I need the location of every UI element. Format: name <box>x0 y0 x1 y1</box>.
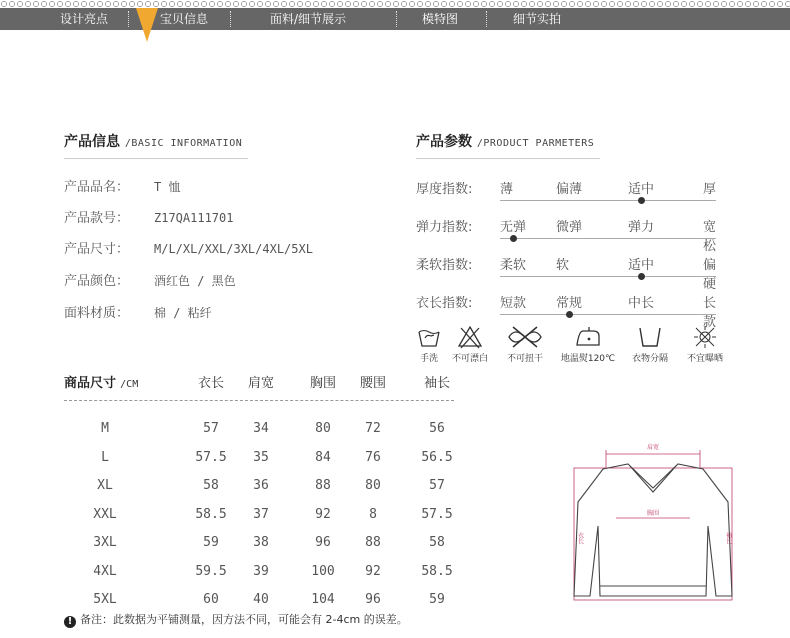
divider <box>416 158 600 159</box>
param-option: 薄 <box>500 182 514 197</box>
care-item <box>446 324 494 364</box>
info-value: T 恤 <box>154 180 181 194</box>
care-item <box>624 324 676 364</box>
care-label: 不宜曝晒 <box>686 354 723 364</box>
size-value: 80 <box>365 478 381 493</box>
size-value: 38 <box>253 535 269 550</box>
no-wring-icon <box>500 324 550 350</box>
no-sun-icon <box>680 324 730 350</box>
care-label: 手洗 <box>419 354 438 364</box>
size-value: 40 <box>253 592 269 607</box>
nav-separator <box>128 11 129 27</box>
garment-measurement-diagram <box>568 436 748 606</box>
section-nav <box>0 8 790 30</box>
size-value: 57 <box>203 421 219 436</box>
size-value: 58.5 <box>421 563 453 579</box>
param-scale-line <box>500 238 716 239</box>
param-option: 短款 <box>500 296 527 311</box>
size-value: 58.5 <box>195 506 227 522</box>
size-value: 59 <box>429 592 445 607</box>
size-value: 84 <box>315 449 331 465</box>
info-value: 酒红色 / 黑色 <box>154 274 236 288</box>
size-column-header: 胸围 <box>309 376 336 391</box>
param-option: 厚 <box>703 182 717 197</box>
size-value: 100 <box>311 563 335 579</box>
param-selected-dot <box>510 235 517 242</box>
size-value: 39 <box>253 563 269 579</box>
size-value: 88 <box>315 478 331 493</box>
nav-separator <box>230 11 231 27</box>
active-tab-indicator <box>136 8 158 42</box>
size-value: 58 <box>429 535 445 550</box>
chest-label: 胸围 <box>646 510 660 517</box>
tab-design-highlights[interactable]: 设计亮点 <box>60 12 109 26</box>
info-row <box>64 176 180 195</box>
tab-model[interactable]: 模特图 <box>422 12 459 26</box>
param-option: 常规 <box>556 296 583 311</box>
info-value: M/L/XL/XXL/3XL/4XL/5XL <box>154 242 313 256</box>
param-label: 衣长指数: <box>416 296 473 311</box>
care-label: 不可漂白 <box>451 354 488 364</box>
param-option: 微弹 <box>556 220 583 235</box>
params-subtitle: /PRODUCT PARMETERS <box>476 138 595 149</box>
params-title-text: 产品参数 <box>416 134 472 150</box>
care-label: 衣物分隔 <box>631 354 668 364</box>
info-label: 产品品名： <box>64 180 130 195</box>
size-table-title-text: 商品尺寸 <box>64 376 117 391</box>
care-label: 地温熨120℃ <box>560 354 616 364</box>
size-value: 56.5 <box>421 449 453 465</box>
info-label: 产品款号： <box>64 211 130 226</box>
size-value: 57.5 <box>421 506 453 522</box>
size-value: 37 <box>253 506 269 522</box>
param-option: 无弹 <box>500 220 527 235</box>
param-option: 适中 <box>628 182 655 197</box>
info-row <box>64 238 313 257</box>
low-iron-icon <box>556 324 620 350</box>
info-label: 面料材质： <box>64 306 130 321</box>
param-row <box>416 216 726 254</box>
param-option: 弹力 <box>628 220 655 235</box>
care-item <box>680 324 730 364</box>
size-column-header: 袖长 <box>423 376 450 391</box>
tab-product-info[interactable]: 宝贝信息 <box>160 12 209 26</box>
param-option: 柔软 <box>500 258 527 273</box>
param-row <box>416 292 726 330</box>
param-selected-dot <box>638 273 645 280</box>
param-option: 中长 <box>628 296 655 311</box>
warning-icon: ! <box>64 616 76 628</box>
size-label: 4XL <box>93 563 117 579</box>
no-bleach-icon <box>446 324 494 350</box>
size-value: 92 <box>365 563 381 579</box>
info-value: 棉 / 粘纤 <box>154 306 212 320</box>
size-value: 56 <box>429 421 445 436</box>
basic-info-subtitle: /BASIC INFORMATION <box>124 138 243 149</box>
basic-info-title <box>64 131 242 151</box>
size-label: M <box>101 421 109 436</box>
size-value: 92 <box>315 506 331 522</box>
param-option: 偏薄 <box>556 182 583 197</box>
param-row <box>416 178 726 202</box>
size-label: XL <box>97 478 113 493</box>
nav-separator <box>486 11 487 27</box>
param-scale-line <box>500 314 716 315</box>
shirt-outline <box>574 464 732 596</box>
size-table-unit: /CM <box>120 379 139 390</box>
tab-detail-shots[interactable]: 细节实拍 <box>513 12 562 26</box>
care-item <box>556 324 620 364</box>
size-label: 5XL <box>93 592 117 607</box>
info-row <box>64 302 212 321</box>
size-value: 57.5 <box>195 449 227 465</box>
size-value: 96 <box>365 592 381 607</box>
size-value: 36 <box>253 478 269 493</box>
params-title <box>416 131 594 151</box>
care-label: 不可扭干 <box>506 354 543 364</box>
info-label: 产品颜色： <box>64 274 130 289</box>
tab-fabric-detail[interactable]: 面料/细节展示 <box>270 12 347 26</box>
param-selected-dot <box>638 197 645 204</box>
separate-wash-icon <box>624 324 676 350</box>
size-value: 58 <box>203 478 219 493</box>
size-value: 104 <box>311 592 335 607</box>
size-value: 59 <box>203 535 219 550</box>
size-value: 72 <box>365 421 381 436</box>
size-value: 60 <box>203 592 219 607</box>
size-value: 88 <box>365 535 381 550</box>
size-label: L <box>101 449 109 465</box>
size-label: 3XL <box>93 535 117 550</box>
hand-wash-icon <box>414 324 444 350</box>
info-row <box>64 270 236 289</box>
size-value: 57 <box>429 478 445 493</box>
top-decoration <box>0 0 790 8</box>
size-column-header: 腰围 <box>359 376 386 391</box>
size-value: 35 <box>253 449 269 465</box>
param-label: 厚度指数: <box>416 182 473 197</box>
care-item <box>414 324 444 364</box>
param-option: 偏硬 <box>703 258 717 292</box>
size-value: 96 <box>315 535 331 550</box>
size-table-title <box>64 372 138 391</box>
note-text: 备注：此数据为平铺测量，因方法不同，可能会有 2-4cm 的误差。 <box>80 613 408 626</box>
param-scale-line <box>500 200 716 201</box>
care-item <box>500 324 550 364</box>
param-option: 适中 <box>628 258 655 273</box>
divider <box>64 158 248 159</box>
size-column-header: 肩宽 <box>247 376 274 391</box>
param-option: 宽松 <box>703 220 717 254</box>
nav-separator <box>396 11 397 27</box>
size-value: 8 <box>369 506 377 522</box>
basic-info-title-text: 产品信息 <box>64 134 120 150</box>
param-selected-dot <box>566 311 573 318</box>
divider <box>64 400 454 401</box>
param-option: 软 <box>556 258 570 273</box>
size-value: 80 <box>315 421 331 436</box>
size-column-header: 衣长 <box>197 376 224 391</box>
measurement-note <box>64 611 408 628</box>
size-value: 59.5 <box>195 563 227 579</box>
info-label: 产品尺寸： <box>64 242 130 257</box>
info-row <box>64 207 233 226</box>
shoulder-label: 肩宽 <box>646 444 660 451</box>
size-label: XXL <box>93 506 117 522</box>
sleeve-label: 袖长 <box>724 532 732 544</box>
size-value: 34 <box>253 421 269 436</box>
info-value: Z17QA111701 <box>154 211 234 225</box>
param-label: 柔软指数: <box>416 258 473 273</box>
length-label: 衣长 <box>576 532 584 544</box>
param-option: 长款 <box>703 296 717 330</box>
size-value: 76 <box>365 449 381 465</box>
param-row <box>416 254 726 292</box>
param-scale-line <box>500 276 716 277</box>
param-label: 弹力指数: <box>416 220 473 235</box>
